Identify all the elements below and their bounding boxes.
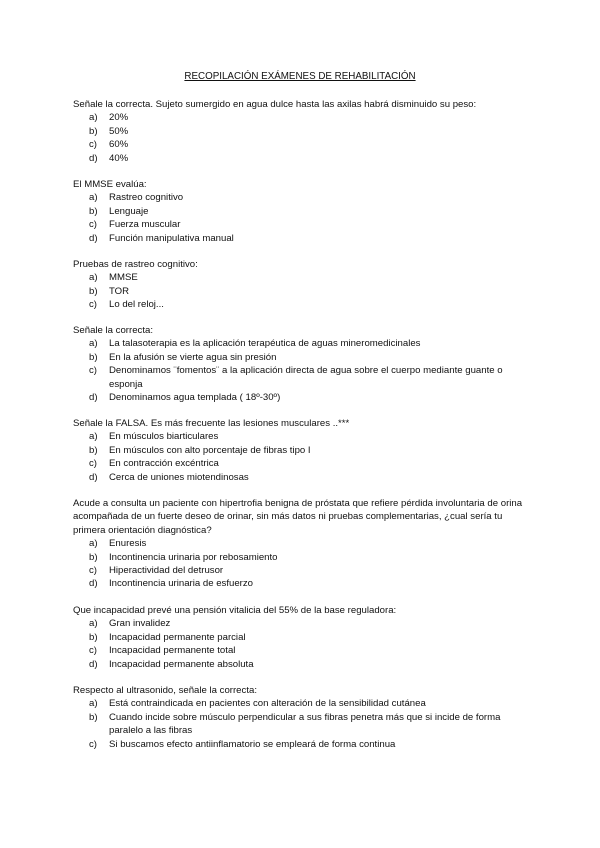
option-letter: d)	[89, 578, 98, 590]
option-letter: b)	[89, 711, 98, 723]
option	[73, 232, 533, 245]
option	[73, 617, 533, 630]
option	[73, 631, 533, 644]
option-letter: c)	[89, 365, 97, 377]
option-letter: b)	[89, 551, 98, 563]
option-text: 40%	[109, 152, 129, 164]
option-text: TOR	[109, 285, 130, 297]
option	[73, 444, 533, 457]
option-list	[73, 337, 533, 404]
option-text: Enuresis	[109, 538, 147, 550]
option-letter: b)	[89, 351, 98, 363]
option-text: Fuerza muscular	[109, 219, 181, 231]
option-letter: c)	[89, 139, 97, 151]
option	[73, 457, 533, 470]
option-letter: a)	[89, 192, 98, 204]
option-letter: c)	[89, 299, 97, 311]
option-letter: c)	[89, 738, 97, 750]
option-text: Rastreo cognitivo	[109, 192, 184, 204]
question-7	[73, 604, 533, 671]
option-text: Denominamos ¨fomentos¨ a la aplicación directa de agua sobre el cuerpo mediante guante o esponja	[109, 365, 503, 390]
option-text: Cuando incide sobre músculo perpendicular a sus fibras penetra más que si incide de forma paralelo a las fibras	[109, 711, 501, 737]
option	[73, 285, 533, 298]
option-text: La talasoterapia es la aplicación terapéutica de aguas mineromedicinales	[109, 338, 421, 350]
option-text: Si buscamos efecto antiinflamatorio se empleará de forma continua	[109, 738, 396, 750]
option-letter: a)	[89, 338, 98, 350]
option	[73, 218, 533, 231]
option-letter: d)	[89, 392, 98, 404]
option-text: Cerca de uniones miotendinosas	[109, 471, 249, 483]
option-text: Incapacidad permanente absoluta	[109, 658, 254, 670]
option-text: En músculos con alto porcentaje de fibras tipo I	[109, 444, 311, 456]
question-6	[73, 497, 533, 591]
option	[73, 577, 533, 590]
option-letter: b)	[89, 205, 98, 217]
question-1	[73, 98, 533, 165]
option-text: Hiperactividad del detrusor	[109, 565, 224, 577]
question-5	[73, 417, 533, 484]
question-stem: Señale la correcta:	[73, 325, 153, 336]
option-letter: c)	[89, 565, 97, 577]
option	[73, 364, 533, 391]
option	[73, 537, 533, 550]
option-list	[73, 191, 533, 245]
option-text: Gran invalidez	[109, 618, 171, 630]
option	[73, 551, 533, 564]
option	[73, 564, 533, 577]
option-letter: b)	[89, 285, 98, 297]
option-letter: a)	[89, 698, 98, 710]
option	[73, 271, 533, 284]
option-list	[73, 617, 533, 671]
option-text: Incapacidad permanente total	[109, 645, 236, 657]
option-text: 50%	[109, 125, 129, 137]
option-text: Lenguaje	[109, 205, 149, 217]
option	[73, 351, 533, 364]
option-letter: c)	[89, 645, 97, 657]
question-stem: Respecto al ultrasonido, señale la correcta:	[73, 685, 257, 696]
option-letter: d)	[89, 152, 98, 164]
option-list	[73, 430, 533, 484]
option-text: Lo del reloj...	[109, 299, 164, 311]
option-text: Incontinencia urinaria por rebosamiento	[109, 551, 278, 563]
question-stem: El MMSE evalúa:	[73, 179, 147, 190]
option-letter: a)	[89, 431, 98, 443]
option-list	[73, 111, 533, 165]
option	[73, 125, 533, 138]
option	[73, 337, 533, 350]
option	[73, 471, 533, 484]
option-text: Función manipulativa manual	[109, 232, 234, 244]
option-letter: a)	[89, 272, 98, 284]
option-letter: b)	[89, 631, 98, 643]
option	[73, 138, 533, 151]
question-4	[73, 324, 533, 404]
option-letter: b)	[89, 125, 98, 137]
document-title: RECOPILACIÓN EXÁMENES DE REHABILITACIÓN	[184, 71, 416, 82]
question-stem: Señale la FALSA. Es más frecuente las lesiones musculares ..***	[73, 418, 350, 429]
question-stem: Acude a consulta un paciente con hipertrofia benigna de próstata que refiere pérdida involuntaria de orina acompañada de un fuerte deseo de orinar, sin más datos ni pruebas complementarias, ¿cual sería tu primera orientación diagnóstica?	[73, 498, 523, 536]
option	[73, 111, 533, 124]
option	[73, 738, 533, 751]
option	[73, 697, 533, 710]
option-list	[73, 537, 533, 591]
option-text: 60%	[109, 139, 129, 151]
option-letter: a)	[89, 538, 98, 550]
option-letter: d)	[89, 232, 98, 244]
option-text: MMSE	[109, 272, 138, 284]
option-list	[73, 697, 533, 751]
option-text: En músculos biarticulares	[109, 431, 219, 443]
option	[73, 298, 533, 311]
option	[73, 430, 533, 443]
option-letter: c)	[89, 458, 97, 470]
option	[73, 152, 533, 165]
option-text: En la afusión se vierte agua sin presión	[109, 351, 277, 363]
option-letter: d)	[89, 658, 98, 670]
option-letter: c)	[89, 219, 97, 231]
option-list	[73, 271, 533, 311]
option-text: Incontinencia urinaria de esfuerzo	[109, 578, 253, 590]
question-2	[73, 178, 533, 245]
option	[73, 644, 533, 657]
option-text: Denominamos agua templada ( 18º-30º)	[109, 392, 281, 404]
option-text: Incapacidad permanente parcial	[109, 631, 246, 643]
option-text: En contracción excéntrica	[109, 458, 219, 470]
option	[73, 711, 533, 738]
option	[73, 205, 533, 218]
question-stem: Señale la correcta. Sujeto sumergido en agua dulce hasta las axilas habrá disminuido su peso:	[73, 99, 477, 110]
question-stem: Que incapacidad prevé una pensión vitalicia del 55% de la base reguladora:	[73, 605, 397, 616]
option	[73, 191, 533, 204]
option	[73, 658, 533, 671]
option	[73, 391, 533, 404]
option-text: 20%	[109, 112, 129, 124]
question-8	[73, 684, 533, 751]
option-letter: a)	[89, 618, 98, 630]
option-letter: d)	[89, 471, 98, 483]
option-letter: b)	[89, 444, 98, 456]
option-letter: a)	[89, 112, 98, 124]
question-3	[73, 258, 533, 312]
question-stem: Pruebas de rastreo cognitivo:	[73, 259, 198, 270]
option-text: Está contraindicada en pacientes con alteración de la sensibilidad cutánea	[109, 698, 426, 710]
